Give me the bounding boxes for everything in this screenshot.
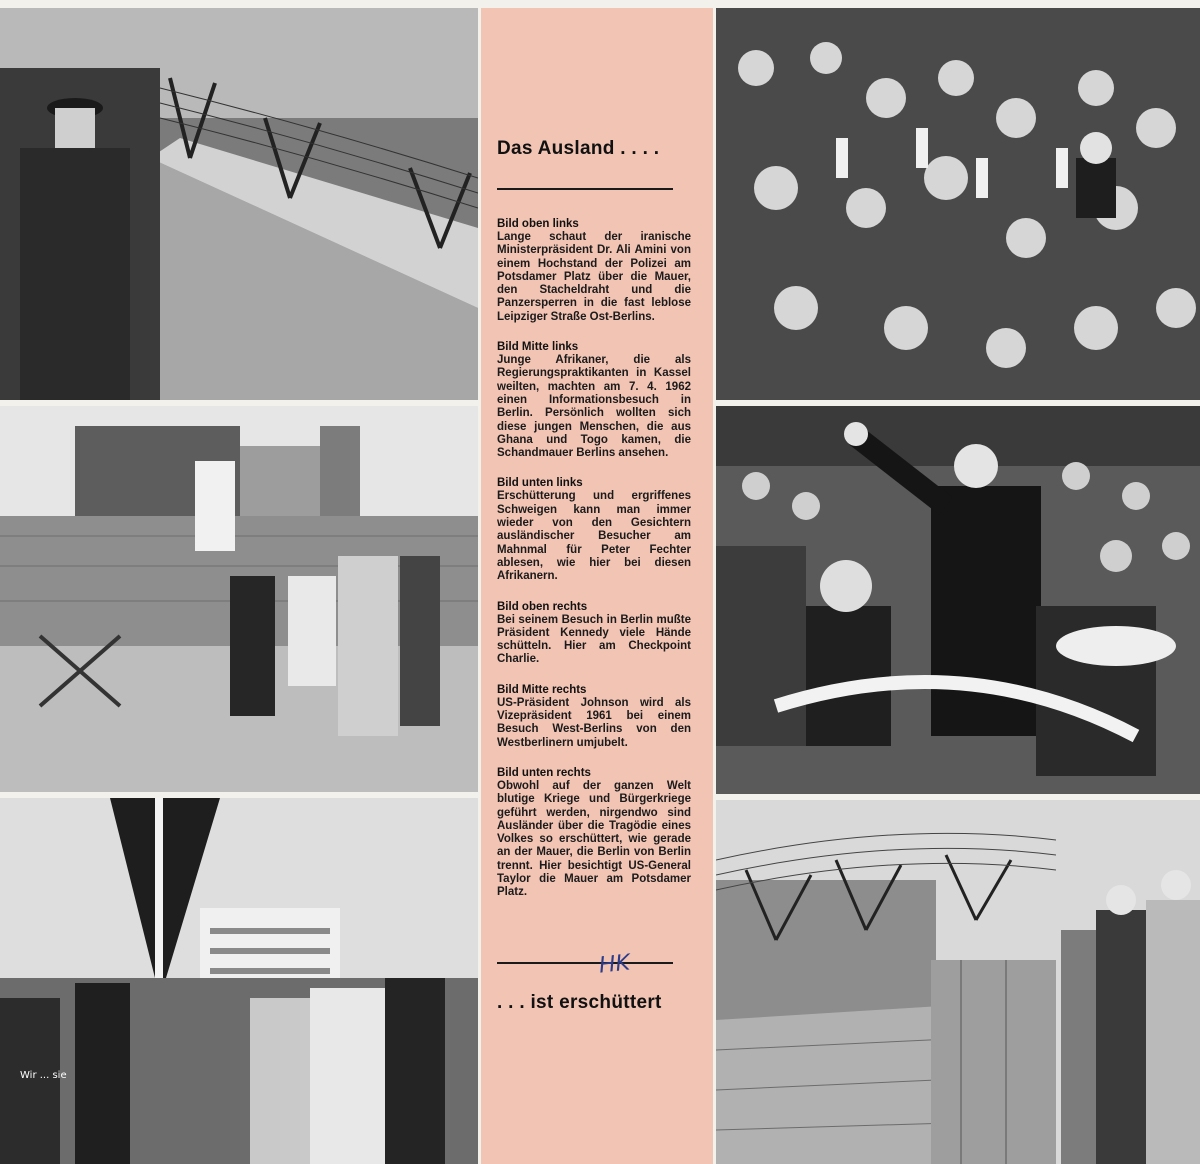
photo-top-left	[0, 8, 478, 400]
photo-top-left-image	[0, 8, 478, 400]
photo-bottom-left-image	[0, 798, 478, 1164]
divider-top	[497, 188, 673, 190]
photo-bottom-right	[716, 800, 1200, 1164]
photo-middle-right-image	[716, 406, 1200, 794]
caption-column	[481, 8, 713, 1164]
caption-title: Bild oben links	[497, 218, 579, 230]
caption-top-left	[497, 218, 691, 324]
caption-title: Bild Mitte links	[497, 341, 579, 354]
photo-middle-right	[716, 406, 1200, 794]
divider-bottom	[497, 962, 673, 964]
caption-middle-left	[497, 341, 691, 460]
photo-middle-left-image	[0, 406, 478, 792]
caption-list	[497, 218, 691, 917]
photo-top-right-image	[716, 8, 1200, 400]
caption-top-right	[497, 601, 691, 667]
photo-middle-left	[0, 406, 478, 792]
handwritten-initials: HK	[597, 950, 632, 979]
caption-text: Erschütterung und ergriffenes Schweigen kann man immer wieder von den Gesichtern ausländischer Besucher am Mahnmal für Peter Fechter ablesen, wie hier bei diesen Afrikanern.	[497, 490, 691, 583]
caption-text: Bei seinem Besuch in Berlin mußte Präsident Kennedy viele Hände schütteln. Hier am Checkpoint Charlie.	[497, 613, 691, 666]
caption-title: Bild unten rechts	[497, 766, 591, 779]
closing-line: . . . ist erschüttert	[497, 992, 662, 1013]
photo-top-right	[716, 8, 1200, 400]
memorial-sign-text: Wir ... sie	[20, 1070, 67, 1081]
photo-bottom-right-image	[716, 800, 1200, 1164]
caption-bottom-left	[497, 477, 691, 583]
caption-bottom-right	[497, 767, 691, 900]
caption-text: Obwohl auf der ganzen Welt blutige Kriege und Bürgerkriege geführt werden, nirgendwo sind Ausländer über die Tragödie eines Volkes so erschüttert, wie gerade an der Mauer, die Berlin von Berlin trennt. Hier besichtigt US-General Taylor die Mauer am Potsdamer Platz.	[497, 779, 691, 899]
photo-bottom-left	[0, 798, 478, 1164]
page-heading: Das Ausland . . . .	[497, 138, 660, 159]
caption-title: Bild Mitte rechts	[497, 683, 587, 696]
caption-text: US-Präsident Johnson wird als Vizepräsident 1961 bei einem Besuch West-Berlins von den Westberlinern umjubelt.	[497, 696, 691, 749]
caption-middle-right	[497, 684, 691, 750]
caption-title: Bild unten links	[497, 477, 583, 490]
caption-title: Bild oben rechts	[497, 600, 588, 613]
caption-text: Lange schaut der iranische Ministerpräsident Dr. Ali Amini von einem Hochstand der Polizei am Potsdamer Platz über die Mauer, den Stacheldraht und die Panzersperren in die fast leblose Leipziger Straße Ost-Berlins.	[497, 231, 691, 323]
caption-text: Junge Afrikaner, die als Regierungspraktikanten in Kassel weilten, machten am 7. 4. 1962 einen Informationsbesuch in Berlin. Persönlich wollten sich diese jungen Menschen, die aus Ghana und Togo kamen, die Schandmauer Berlins ansehen.	[497, 354, 691, 460]
